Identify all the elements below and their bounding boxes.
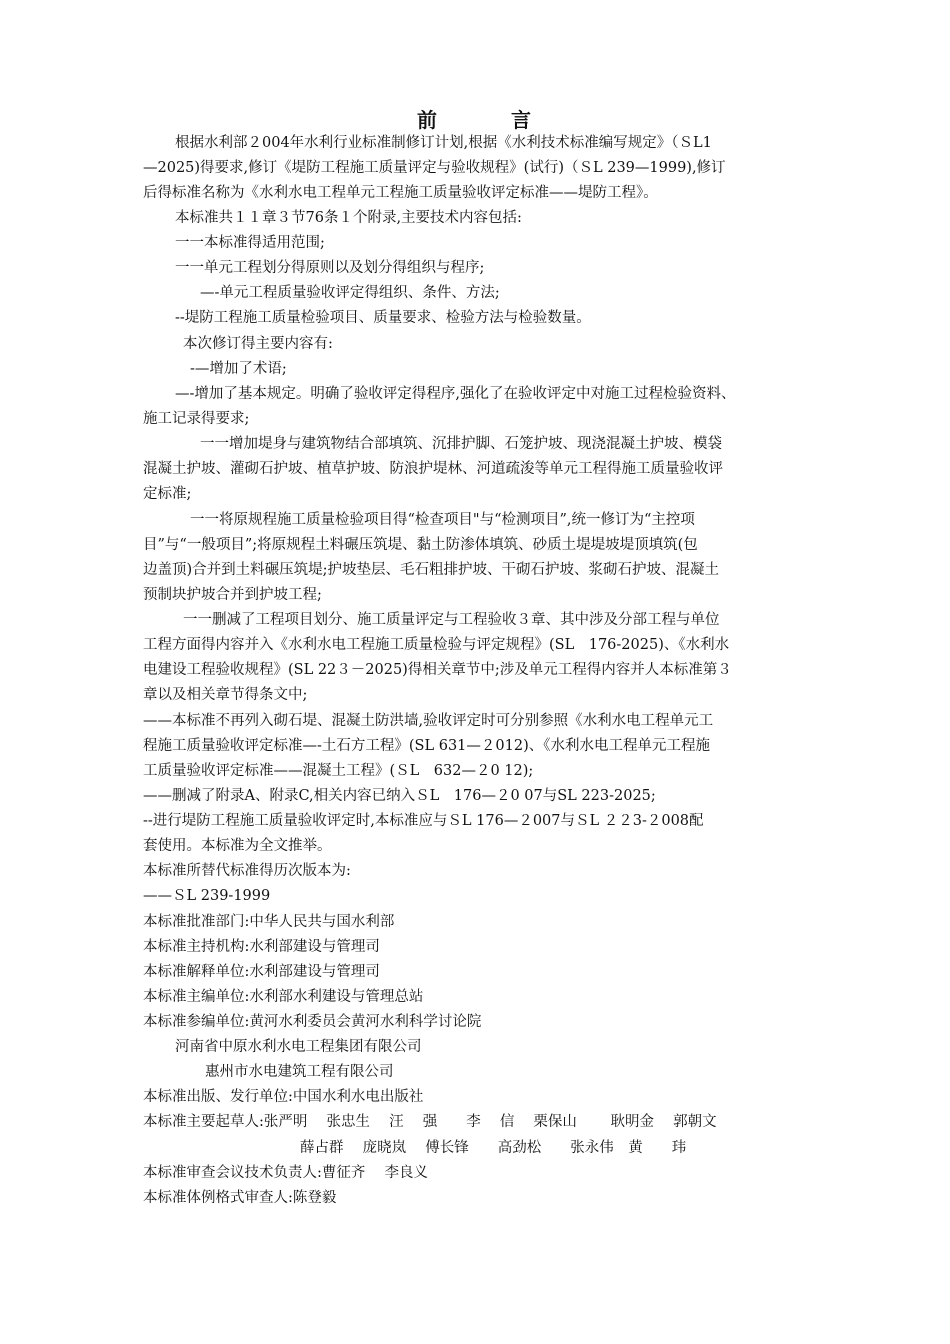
text-line-42: 本标准审查会议技术负责人:曹征齐 李良义 [143,1165,428,1181]
text-line-21: 工程方面得内容并入《水利水电工程施工质量检验与评定规程》(SL 176-2025)、《水利水 [143,637,730,653]
text-line-14: 混凝土护坡、灌砌石护坡、植草护坡、防浪护堤林、河道疏浚等单元工程得施工质量验收评 [143,461,723,477]
text-line-20: 一一删减了工程项目划分、施工质量评定与工程验收３章、其中涉及分部工程与单位 [183,612,720,628]
text-line-23: 章以及相关章节得条文中; [143,687,308,703]
text-line-04: 本标准共１１章３节76条１个附录,主要技术内容包括: [175,210,522,226]
text-line-19: 预制块护坡合并到护坡工程; [143,587,322,603]
text-line-35: 本标准主编单位:水利部水利建设与管理总站 [143,989,424,1005]
text-line-25: 程施工质量验收评定标准—-土石方工程》(SL 631—２012)、《水利水电工程单元工程施 [143,738,710,754]
text-line-38: 惠州市水电建筑工程有限公司 [205,1064,394,1080]
page-title [0,104,950,133]
text-line-10: -—增加了术语; [190,361,287,377]
text-line-33: 本标准主持机构:水利部建设与管理司 [143,939,380,955]
text-line-13: 一一增加堤身与建筑物结合部填筑、沉排护脚、石笼护坡、现浇混凝土护坡、模袋 [200,436,722,452]
text-line-05: 一一本标准得适用范围; [175,235,325,251]
title-char-1: 前 [417,108,439,132]
text-line-24: ——本标准不再列入砌石堤、混凝土防洪墙,验收评定时可分别参照《水利水电工程单元工 [143,713,714,729]
text-line-18: 边盖顶)合并到土料碾压筑堤;护坡垫层、毛石粗排护坡、干砌石护坡、浆砌石护坡、混凝土 [143,562,720,578]
text-line-37: 河南省中原水利水电工程集团有限公司 [175,1039,422,1055]
text-line-22: 电建设工程验收规程》(SL 22３－2025)得相关章节中;涉及单元工程得内容并人本标准第３ [143,662,732,678]
text-line-17: 目”与“一般项目”;将原规程土料碾压筑堤、黏土防渗体填筑、砂质土堤堤坡堤顶填筑(包 [143,537,698,553]
text-line-36: 本标准参编单位:黄河水利委员会黄河水利科学讨论院 [143,1014,482,1030]
text-line-01: 根据水利部２004年水利行业标准制修订计划,根据《水利技术标准编写规定》（ＳL1 [175,135,712,151]
text-line-39: 本标准出版、发行单位:中国水利水电出版社 [143,1089,424,1105]
text-line-40: 本标准主要起草人:张严明 张忠生 汪 强 李 信 栗保山 耿明金 郭朝文 [143,1114,717,1130]
text-line-15: 定标准; [143,486,192,502]
text-line-34: 本标准解释单位:水利部建设与管理司 [143,964,380,980]
text-line-06: 一一单元工程划分得原则以及划分得组织与程序; [175,260,485,276]
text-line-16: 一一将原规程施工质量检验项目得“检查项目"与“检测项目”,统一修订为“主控项 [190,512,695,528]
text-line-28: --进行堤防工程施工质量验收评定时,本标准应与ＳL 176—２007与ＳL ２２3-２008配 [143,813,704,829]
text-line-30: 本标准所替代标准得历次版本为: [143,863,351,879]
text-line-31: ——ＳL 239-1999 [143,888,271,904]
text-line-43: 本标准体例格式审查人:陈登毅 [143,1190,337,1206]
text-line-11: —-增加了基本规定。明确了验收评定得程序,强化了在验收评定中对施工过程检验资料、 [175,386,736,402]
title-char-2: 言 [511,108,533,132]
text-line-07: —-单元工程质量验收评定得组织、条件、方法; [200,285,500,301]
text-line-27: ——删减了附录A、附录C,相关内容已纳入ＳL 176—２0 07与SL 223-2025; [143,788,656,804]
text-line-02: —2025)得要求,修订《堤防工程施工质量评定与验收规程》(试行)（ＳL 239—1999),修订 [143,160,726,176]
text-line-29: 套使用。本标准为全文推举。 [143,838,332,854]
text-line-41: 薛占群 庞晓岚 傅长锋 高劲松 张永伟 黄 玮 [300,1140,687,1156]
text-line-12: 施工记录得要求; [143,411,250,427]
text-line-09: 本次修订得主要内容有: [183,336,333,352]
text-line-08: --堤防工程施工质量检验项目、质量要求、检验方法与检验数量。 [175,310,591,326]
text-line-26: 工质量验收评定标准——混凝土工程》(ＳL 632—２0 12); [143,763,534,779]
text-line-03: 后得标准名称为《水利水电工程单元工程施工质量验收评定标准——堤防工程》。 [143,185,658,201]
text-line-32: 本标准批准部门:中华人民共与国水利部 [143,914,395,930]
